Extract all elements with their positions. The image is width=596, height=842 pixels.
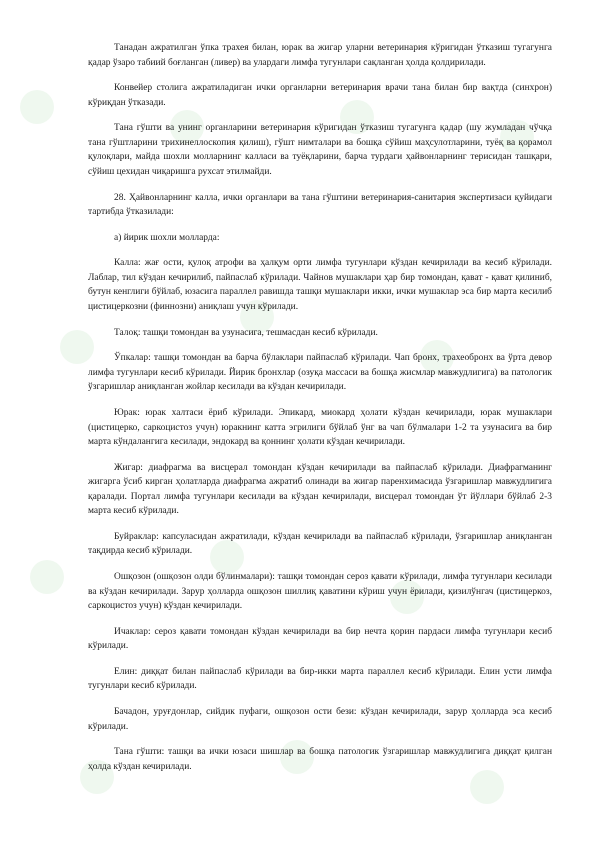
paragraph-release-restriction: Тана гўшти ва унинг органларини ветеринария кўригидан ўтказиш тугагунга қадар (шу жумладан чўчқа тана гўштларини трихинеллоскопия қилиш), гўшт нимталари ва бошқа сўйиш маҳсулотларини, туёқ ва қорамол қулоқлари, майда шохли молларнинг калласи ва туёқларини, барча турдаги ҳайвонларнинг терисидан ташқари, сўйиш цехидан чиқаришга рухсат этилмайди.: [88, 123, 552, 177]
paragraph-liver: Жигар: диафрагма ва висцерал томондан кўздан кечирилади ва пайпаслаб кўрилади. Диафрагманинг жигарга ўсиб кирган ҳолатларда диафрагма ажратиб олинади ва жигар паренхимасида ўзгаришлар мавжудлигига қаралади. Портал лимфа тугунлари кесилади ва кўздан кечирилади, висцерал томондан ўт йўллари бўйлаб 2-3 марта кесиб кўрилади.: [88, 462, 552, 517]
paragraph-kidneys: Буйраклар: капсуласидан ажратилади, кўздан кечирилади ва пайпаслаб кўрилади, ўзгаришлар аниқланган тақдирда кесиб кўрилади.: [88, 531, 552, 557]
paragraph-head: Калла: жағ ости, қулоқ атрофи ва ҳалқум орти лимфа тугунлари кўздан кечирилади ва кесиб кўрилади. Лаблар, тил кўздан кечирилиб, пайпаслаб кўрилади. Чайнов мушаклари ҳар бир томондан, қават - қават қилиниб, бутун кенглиги бўйлаб, юзасига параллел равишда ташқи мушаклари икки, ички мушаклар эса бир марта кесилиб цистицеркозни (финнозни) аниқлаш учун кўрилади.: [88, 258, 552, 312]
paragraph-intestines: Ичаклар: сероз қавати томондан кўздан кечирилади ва бир нечта қорин пардаси лимфа тугунлари кесиб кўрилади.: [88, 626, 552, 652]
document-page: [88, 41, 552, 786]
paragraph-section-28: 28. Ҳайвонларнинг калла, ички органлари ва тана гўштини ветеринария-санитария экспертизаси қуйидаги тартибда ўтказилади:: [88, 192, 552, 218]
watermark-mark: [20, 90, 54, 124]
paragraph-stomach: Ошқозон (ошқозон олди бўлинмалари): ташқи томондан сероз қавати кўрилади, лимфа тугунлари кесилади ва кўздан кечирилади. Зарур ҳолларда ошқозон шиллиқ қаватини кўриш учун ёрилади, қизилўнгач (цистицеркоз, саркоцистоз учун) кўздан кечирилади.: [88, 572, 552, 612]
watermark-mark: [30, 560, 64, 594]
paragraph-lung-trachea: Танадан ажратилган ўпка трахея билан, юрак ва жигар уларни ветеринария кўригидан ўтказиш тугагунга қадар ўзаро табиий боғланган (ливер) ва улардаги лимфа тугунлари сақланган ҳолда қолдирилади.: [88, 43, 552, 68]
paragraph-heart: Юрак: юрак халтаси ёриб кўрилади. Эпикард, миокард ҳолати кўздан кечирилади, юрак мушаклари (цистицерко, саркоцистоз учун) юракнинг катта эгрилиги бўйлаб ўнг ва чап бўлмалари 1-2 та узунасига ва бир марта кўндалангига кесилади, эндокард ва қоннинг ҳолати кўздан кечирилади.: [88, 408, 552, 447]
paragraph-uterus: Бачадон, уруғдонлар, сийдик пуфаги, ошқозон ости бези: кўздан кечирилади, зарур ҳолларда эса кесиб кўрилади.: [88, 707, 552, 732]
paragraph-udder: Елин: диққат билан пайпаслаб кўрилади ва бир-икки марта параллел кесиб кўрилади. Елин усти лимфа тугунлари кесиб кўрилади.: [88, 666, 552, 692]
paragraph-carcass: Тана гўшти: ташқи ва ички юзаси шишлар ва бошқа патологик ўзгаришлар мавжудлигига диққат қилган ҳолда кўздан кечирилади.: [88, 747, 552, 772]
paragraph-conveyor-table: Конвейер столига ажратиладиган ички органларни ветеринария врачи тана билан бир вақтда (синхрон) кўриқдан ўтказади.: [88, 83, 552, 108]
paragraph-lungs: Ўпкалар: ташқи томондан ва барча бўлаклари пайпаслаб кўрилади. Чап бронх, трахеобронх ва ўрта девор лимфа тугунлари кесиб кўрилади. Йирик бронхлар (озуқа массаси ва бошқа жисмлар мавжудлигига) ва патологик ўзгаришлар аниқланган жойлар кесилади ва кўздан кечирилади.: [88, 353, 552, 393]
paragraph-spleen: Талоқ: ташқи томондан ва узунасига, тешмасдан кесиб кўрилади.: [114, 327, 378, 338]
paragraph-cattle-heading: а) йирик шохли молларда:: [114, 232, 220, 243]
